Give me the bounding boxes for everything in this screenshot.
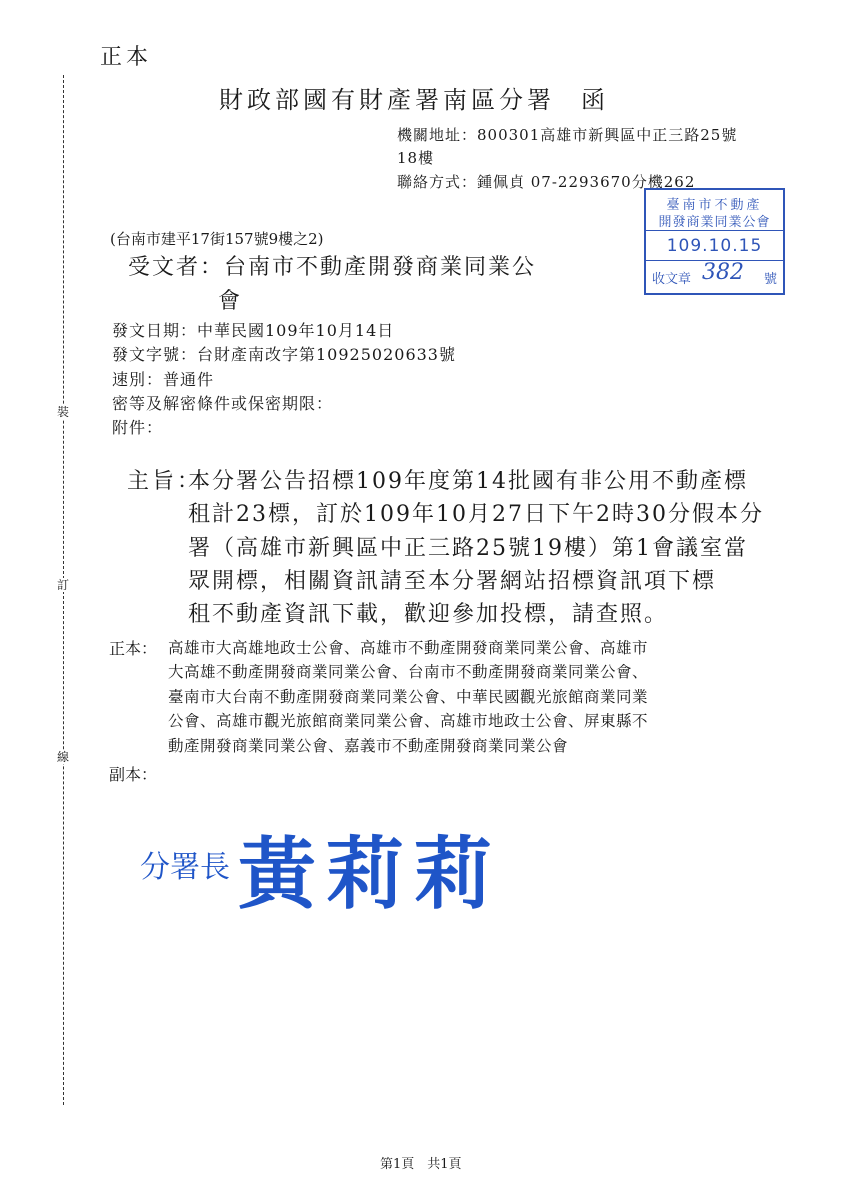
receipt-stamp (644, 188, 785, 295)
signatory-title: 分署長 (140, 850, 230, 885)
agency-address: 機關地址：800301高雄市新興區中正三路25號 (397, 126, 738, 144)
subject-line: 租計23標，訂於109年10月27日下午2時30分假本分 (188, 502, 764, 527)
stamp-org-line1: 臺南市不動產 (666, 198, 763, 213)
page-number: 第1頁 共1頁 (380, 1157, 462, 1172)
subject-label: 主旨： (127, 469, 203, 494)
stamp-org-line2: 開發商業同業公會 (658, 215, 771, 230)
stub-label: 正本 (100, 45, 153, 70)
contact-info: 聯絡方式：鍾佩貞 07-2293670分機262 (397, 173, 696, 191)
binding-mark-ding: 訂 (57, 578, 70, 592)
original-recipients-line: 動產開發商業同業公會、嘉義市不動產開發商業同業公會 (168, 737, 569, 755)
original-recipients-line: 公會、高雄市觀光旅館商業同業公會、高雄市地政士公會、屏東縣不 (168, 712, 649, 730)
original-recipients-line: 臺南市大台南不動產開發商業同業公會、中華民國觀光旅館商業同業 (168, 688, 649, 706)
original-recipients-label: 正本： (109, 639, 158, 658)
stamp-receipt-suffix: 號 (763, 272, 777, 287)
agency-address-cont: 18樓 (397, 149, 435, 167)
delivery-speed: 速別：普通件 (112, 370, 215, 389)
document-type: 函 (581, 86, 609, 114)
subject-line: 本分署公告招標109年度第14批國有非公用不動產標 (188, 469, 748, 494)
recipient-address: (台南市建平17街157號9樓之2) (110, 230, 324, 248)
document-title (219, 80, 609, 115)
original-recipients-line: 高雄市大高雄地政士公會、高雄市不動產開發商業同業公會、高雄市 (168, 639, 649, 657)
attachment: 附件： (112, 418, 164, 437)
stamp-receipt-label: 收文章 (652, 272, 692, 287)
subject-line: 署（高雄市新興區中正三路25號19樓）第1會議室當 (188, 536, 748, 561)
signatory-name: 黃莉莉 (238, 829, 503, 920)
agency-name: 財政部國有財產署南區分署 (219, 86, 555, 114)
security-level: 密等及解密條件或保密期限： (112, 394, 334, 413)
original-recipients-line: 大高雄不動產開發商業同業公會、台南市不動產開發商業同業公會、 (168, 663, 649, 681)
binding-mark-zhuang: 裝 (57, 405, 70, 419)
subject-line: 眾開標，相關資訊請至本分署網站招標資訊項下標 (188, 569, 717, 594)
stamp-receipt-number: 382 (702, 260, 744, 285)
recipient-line-cont: 會 (218, 289, 241, 314)
subject-line: 租不動產資訊下載，歡迎參加投標，請查照。 (188, 602, 669, 627)
issue-date: 發文日期：中華民國109年10月14日 (112, 321, 395, 340)
binding-mark-xian: 線 (57, 750, 70, 764)
copy-recipients-label: 副本： (109, 765, 158, 784)
recipient-line: 受文者：台南市不動產開發商業同業公 (128, 255, 537, 280)
stamp-date: 109.10.15 (666, 236, 763, 256)
document-number: 發文字號：台財產南改字第10925020633號 (112, 345, 456, 364)
